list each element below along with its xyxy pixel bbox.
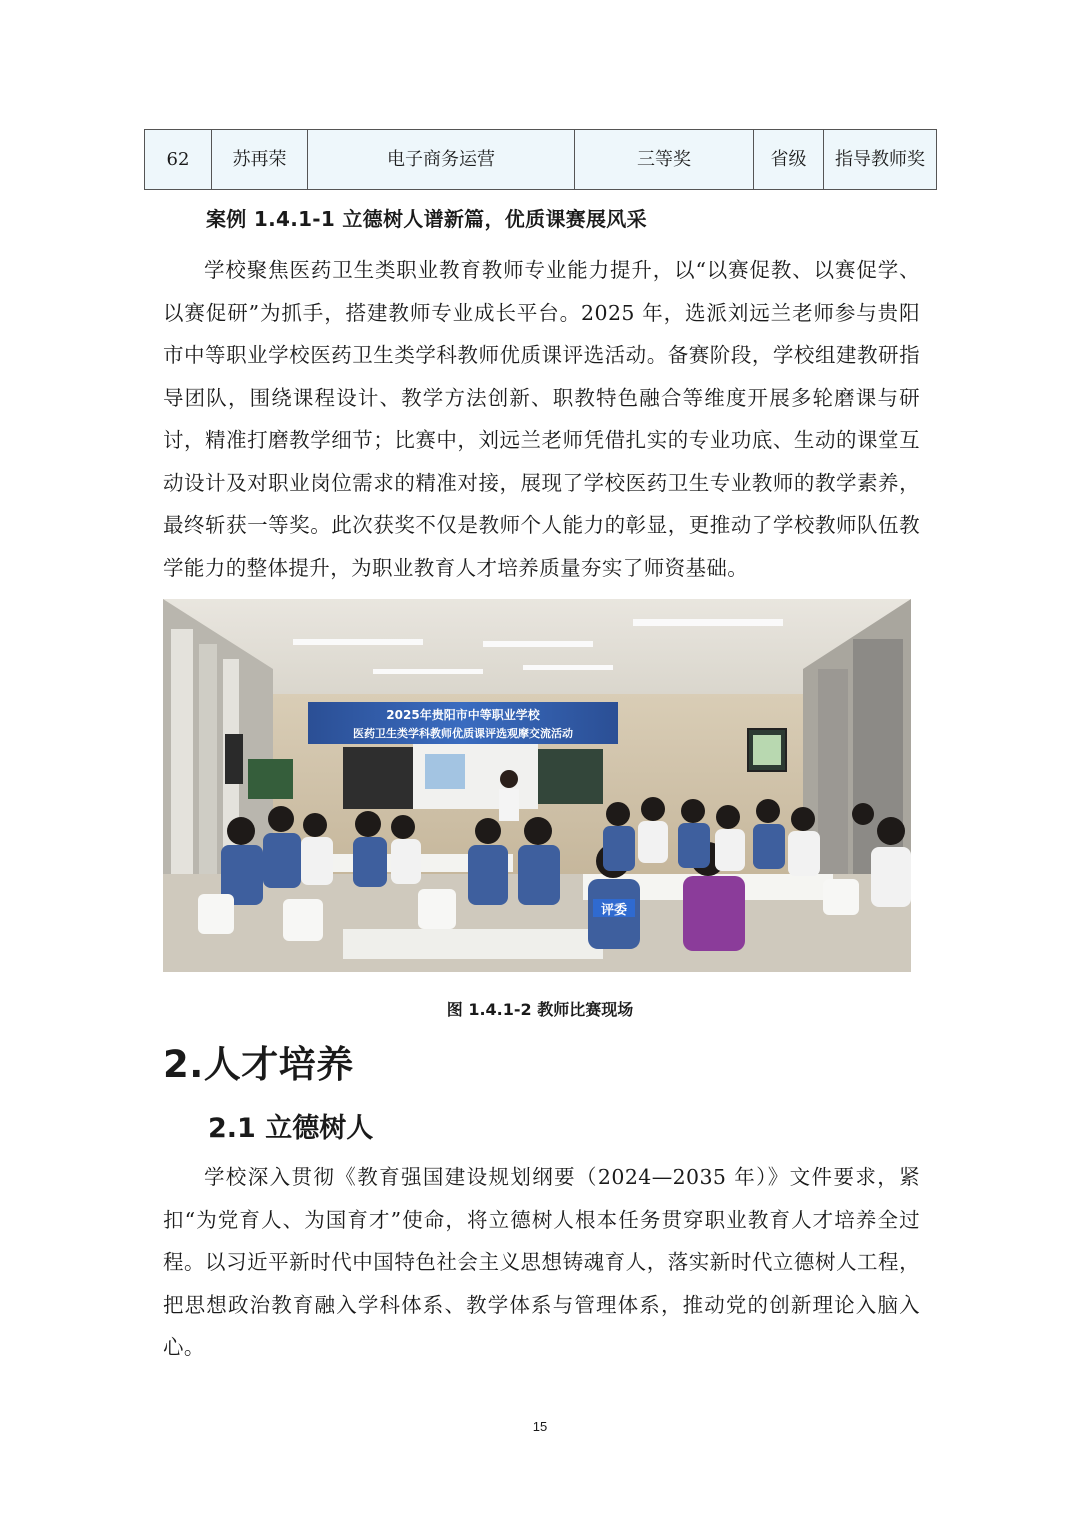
table-row xyxy=(145,130,937,190)
cell-level: 省级 xyxy=(754,130,824,190)
figure-caption: 图 1.4.1-2 教师比赛现场 xyxy=(446,1000,634,1019)
case-title: 案例 1.4.1-1 立德树人谱新篇，优质课赛展风采 xyxy=(206,207,647,231)
cell-no: 62 xyxy=(145,130,212,190)
banner-line2: 医药卫生类学科教师优质课评选观摩交流活动 xyxy=(353,727,573,740)
cell-major: 电子商务运营 xyxy=(308,130,575,190)
cell-name: 苏再荣 xyxy=(212,130,308,190)
cell-category: 指导教师奖 xyxy=(824,130,937,190)
case-paragraph: 学校聚焦医药卫生类职业教育教师专业能力提升，以“以赛促教、以赛促学、以赛促研”为抓手，搭建教师专业成长平台。2025 年，选派刘远兰老师参与贵阳市中等职业学校医药卫生类学科教师优质课评选活动。备赛阶段，学校组建教研指导团队，围绕课程设计、教学方法创新、职教特色融合等维度开展多轮磨课与研讨，精准打磨教学细节；比赛中，刘远兰老师凭借扎实的专业功底、生动的课堂互动设计及对职业岗位需求的精准对接，展现了学校医药卫生专业教师的教学素养，最终斩获一等奖。此次获奖不仅是教师个人能力的彰显，更推动了学校教师队伍教学能力的整体提升，为职业教育人才培养质量夯实了师资基础。 xyxy=(163,258,920,580)
competition-photo xyxy=(163,599,911,972)
page-number: 15 xyxy=(532,1419,548,1434)
subsection-heading: 2.1 立德树人 xyxy=(208,1113,374,1144)
section-paragraph: 学校深入贯彻《教育强国建设规划纲要（2024—2035 年）》文件要求，紧扣“为党育人、为国育才”使命，将立德树人根本任务贯穿职业教育人才培养全过程。以习近平新时代中国特色社会主义思想铸魂育人，落实新时代立德树人工程，把思想政治教育融入学科体系、教学体系与管理体系，推动党的创新理论入脑入心。 xyxy=(163,1165,921,1359)
award-table xyxy=(144,129,937,190)
cell-award: 三等奖 xyxy=(575,130,754,190)
banner-line1: 2025年贵阳市中等职业学校 xyxy=(386,708,540,722)
section-heading: 2.人才培养 xyxy=(163,1043,354,1086)
classroom-illustration xyxy=(163,599,911,972)
judge-sign: 评委 xyxy=(600,903,628,918)
